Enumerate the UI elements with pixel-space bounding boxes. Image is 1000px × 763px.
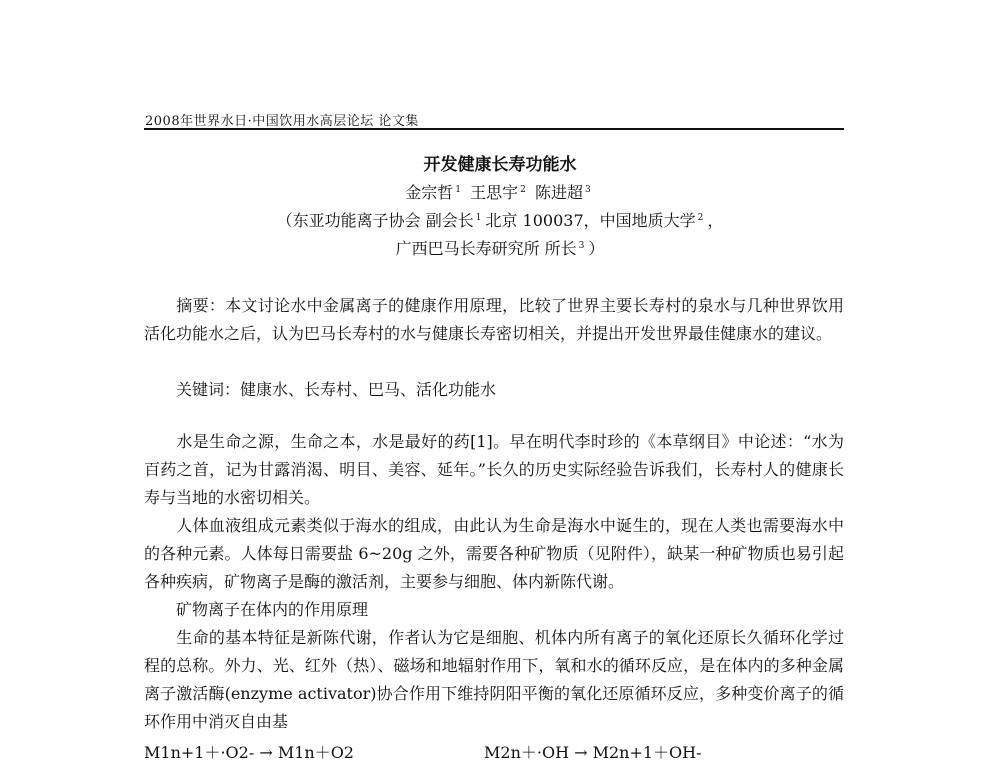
affiliation-mark: 2: [697, 212, 704, 223]
author-line: [0, 180, 1000, 203]
equation: M1n+1＋·O2- → M1n＋O2: [144, 743, 354, 762]
subheading-text: 矿物离子在体内的作用原理: [176, 600, 369, 619]
keywords-text: 关键词：健康水、长寿村、巴马、活化功能水: [176, 380, 497, 399]
affiliation-text: ，: [707, 211, 724, 230]
author-name: 陈进超: [534, 183, 583, 202]
equation-row: [144, 740, 844, 762]
equation: M2n＋·OH → M2n+1＋OH-: [484, 743, 702, 762]
author-mark: 2: [520, 184, 526, 195]
affiliation-line-2: [0, 236, 1000, 259]
abstract-paragraph: [144, 292, 844, 348]
affiliation-text: 北京 100037，中国地质大学: [485, 211, 696, 230]
body-paragraph: [144, 624, 844, 736]
author-name: 王思宇: [470, 183, 519, 202]
body-paragraph: [144, 428, 844, 512]
abstract-text: 摘要：本文讨论水中金属离子的健康作用原理，比较了世界主要长寿村的泉水与几种世界饮用活化功能水之后，认为巴马长寿村的水与健康长寿密切相关，并提出开发世界最佳健康水的建议。: [144, 296, 844, 343]
paragraph-text: 人体血液组成元素类似于海水的组成，由此认为生命是海水中诞生的，现在人类也需要海水中的各种元素。人体每日需要盐 6~20g 之外，需要各种矿物质（见附件），缺某一种矿物质也易引起各种疾病，矿物离子是酶的激活剂，主要参与细胞、体内新陈代谢。: [144, 516, 844, 591]
affiliation-text: ）: [588, 239, 605, 258]
affiliation-text: 广西巴马长寿研究所 所长: [395, 239, 577, 258]
article-title: 开发健康长寿功能水: [423, 155, 577, 175]
author-mark: 1: [455, 184, 462, 195]
affiliation-mark: 1: [475, 212, 482, 223]
section-subheading: [144, 596, 844, 624]
author-mark: 3: [584, 184, 591, 195]
affiliation-mark: 3: [578, 240, 585, 251]
paragraph-text: 生命的基本特征是新陈代谢，作者认为它是细胞、机体内所有离子的氧化还原长久循环化学过程的总称。外力、光、红外（热）、磁场和地辐射作用下，氧和水的循环反应，是在体内的多种金属离子激活酶(enzyme activator)协合作用下维持阴阳平衡的氧化还原循环反应，多种变价离子的循环作用中消灭自由基: [144, 628, 844, 731]
author-name: 金宗哲: [405, 183, 454, 202]
running-header: 2008年世界水日·中国饮用水高层论坛 论文集: [145, 114, 419, 129]
keywords-paragraph: [144, 376, 844, 404]
affiliation-text: （东亚功能离子协会 副会长: [276, 211, 474, 230]
body-paragraph: [144, 512, 844, 596]
header-rule: [144, 128, 844, 130]
paragraph-text: 水是生命之源，生命之本，水是最好的药[1]。早在明代李时珍的《本草纲目》中论述：“水为百药之首，记为甘露消渴、明目、美容、延年。”长久的历史实际经验告诉我们，长寿村人的健康长寿与当地的水密切相关。: [144, 432, 844, 507]
affiliation-line-1: [0, 208, 1000, 231]
